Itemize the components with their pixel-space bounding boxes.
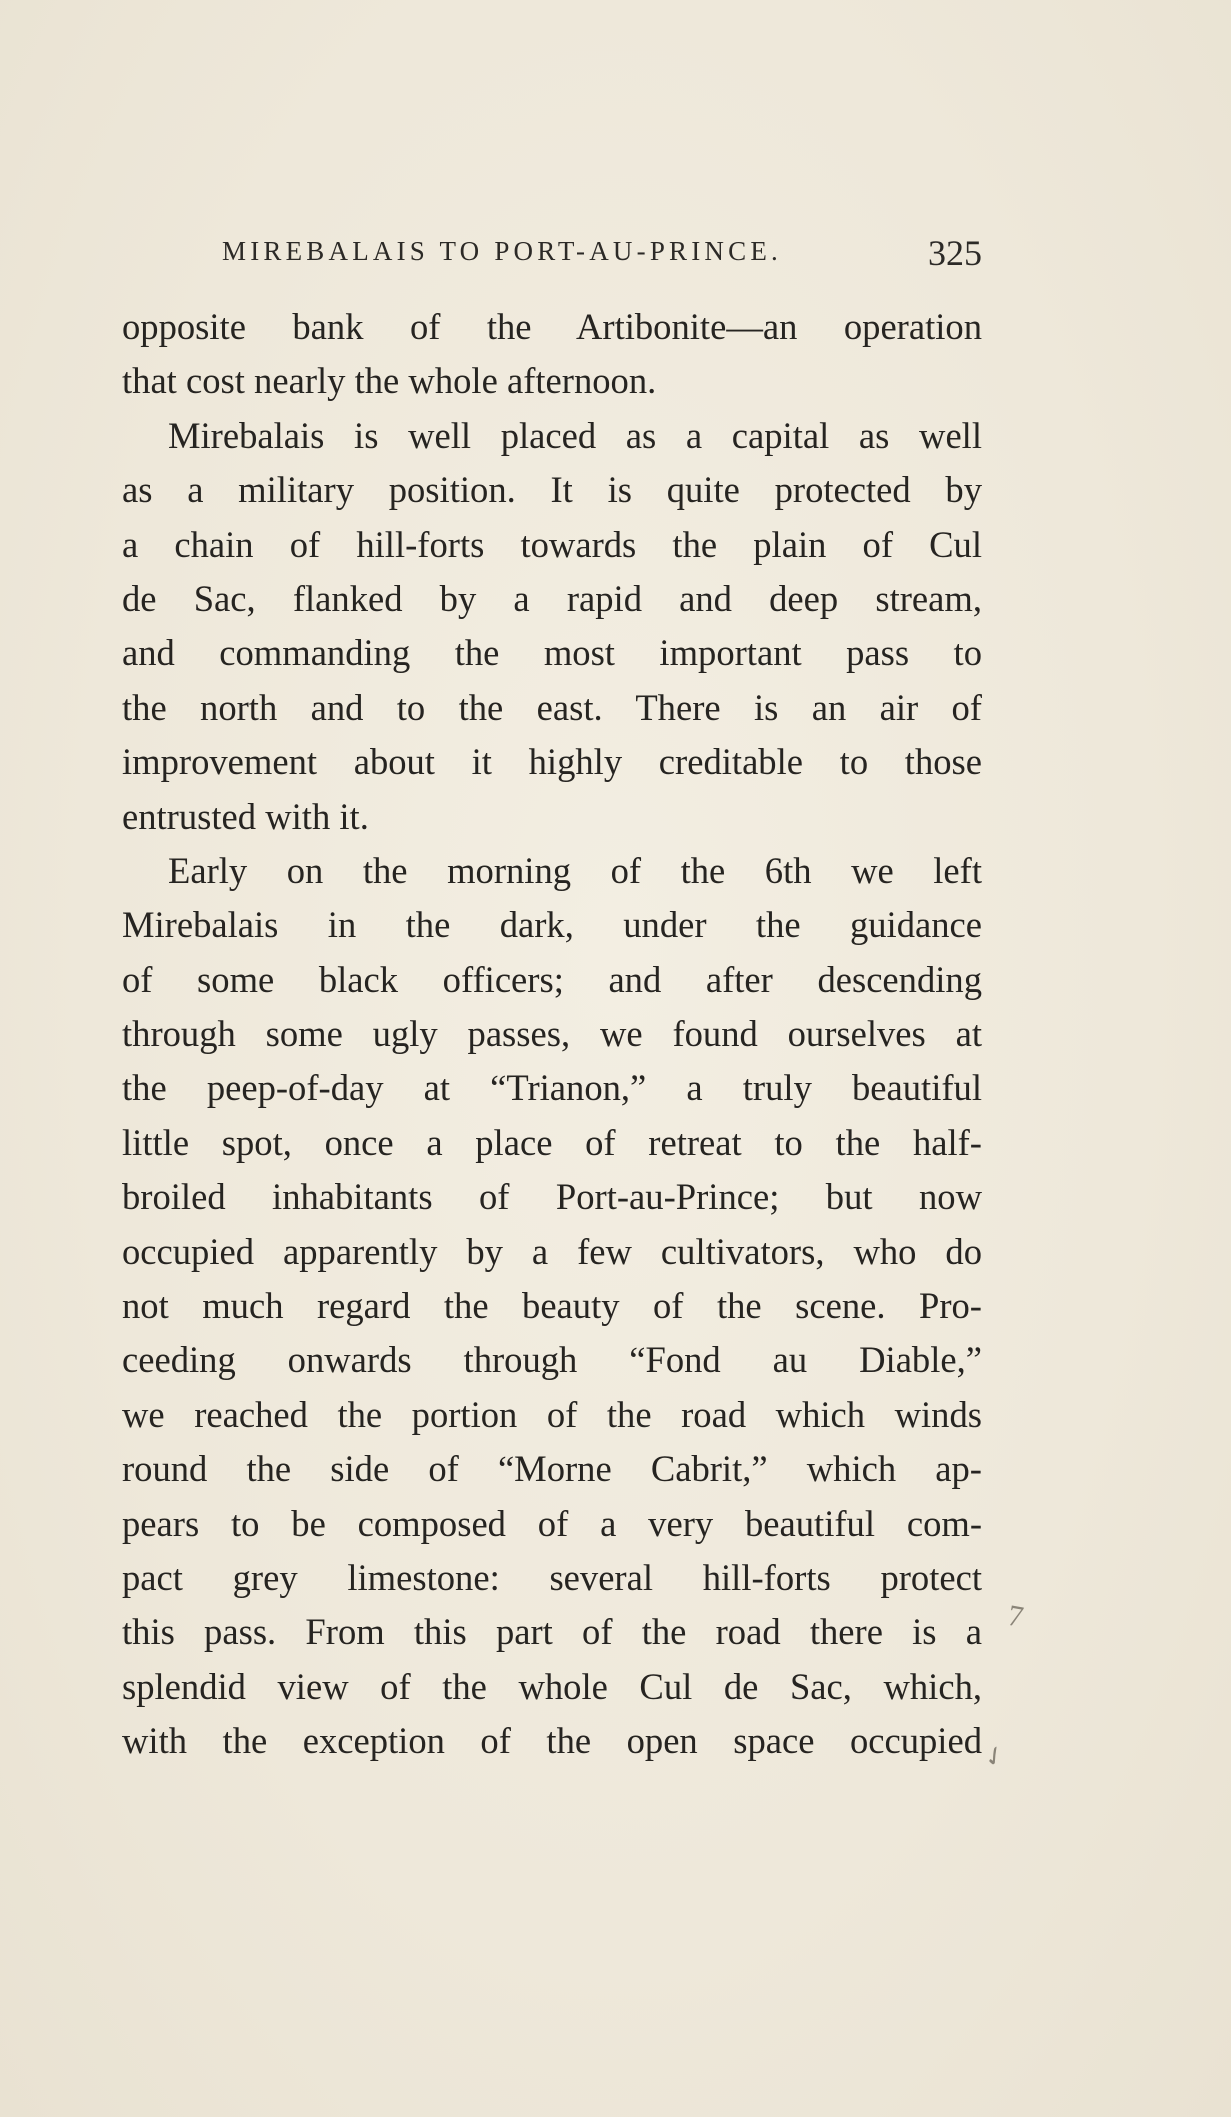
text-line: round the side of “Morne Cabrit,” which ap- [122,1448,982,1490]
text-line: improvement about it highly creditable to those [122,741,982,783]
text-line: this pass. From this part of the road there is a [122,1611,982,1653]
text-line: little spot, once a place of retreat to the half- [122,1121,982,1163]
text-line: we reached the portion of the road which winds [122,1393,982,1435]
text-line: pact grey limestone: several hill-forts protect [122,1556,982,1598]
body-text [122,300,982,1769]
text-line: entrusted with it. [122,795,369,837]
text-line: de Sac, flanked by a rapid and deep stream, [122,577,982,619]
text-line: Mirebalais is well placed as a capital as well [168,414,982,456]
text-line: splendid view of the whole Cul de Sac, which, [122,1665,982,1707]
margin-mark-seven: 7 [1005,1598,1026,1635]
margin-mark-tick: ✓ [977,1738,1012,1775]
text-line: the north and to the east. There is an air of [122,686,982,728]
text-line: Early on the morning of the 6th we left [168,849,982,891]
running-head [222,232,982,272]
text-line: that cost nearly the whole afternoon. [122,360,657,402]
text-line: a chain of hill-forts towards the plain of Cul [122,523,982,565]
text-line: opposite bank of the Artibonite—an operation [122,306,982,347]
page-number: 325 [928,233,982,273]
text-line: not much regard the beauty of the scene. Pro- [122,1285,982,1327]
text-line: Mirebalais in the dark, under the guidance [122,904,982,946]
text-line: the peep-of-day at “Trianon,” a truly beautiful [122,1067,982,1109]
running-head-title: MIREBALAIS TO PORT-AU-PRINCE. [222,236,782,266]
text-line: of some black officers; and after descending [122,958,982,1000]
text-line: occupied apparently by a few cultivators, who do [122,1230,982,1272]
text-line: as a military position. It is quite protected by [122,469,982,511]
text-line: and commanding the most important pass to [122,632,982,674]
text-line: with the exception of the open space occupied [122,1720,982,1762]
text-line: broiled inhabitants of Port-au-Prince; but now [122,1176,982,1218]
text-line: ceeding onwards through “Fond au Diable,” [122,1339,982,1381]
text-line: pears to be composed of a very beautiful com- [122,1502,982,1544]
text-line: through some ugly passes, we found ourselves at [122,1013,982,1055]
